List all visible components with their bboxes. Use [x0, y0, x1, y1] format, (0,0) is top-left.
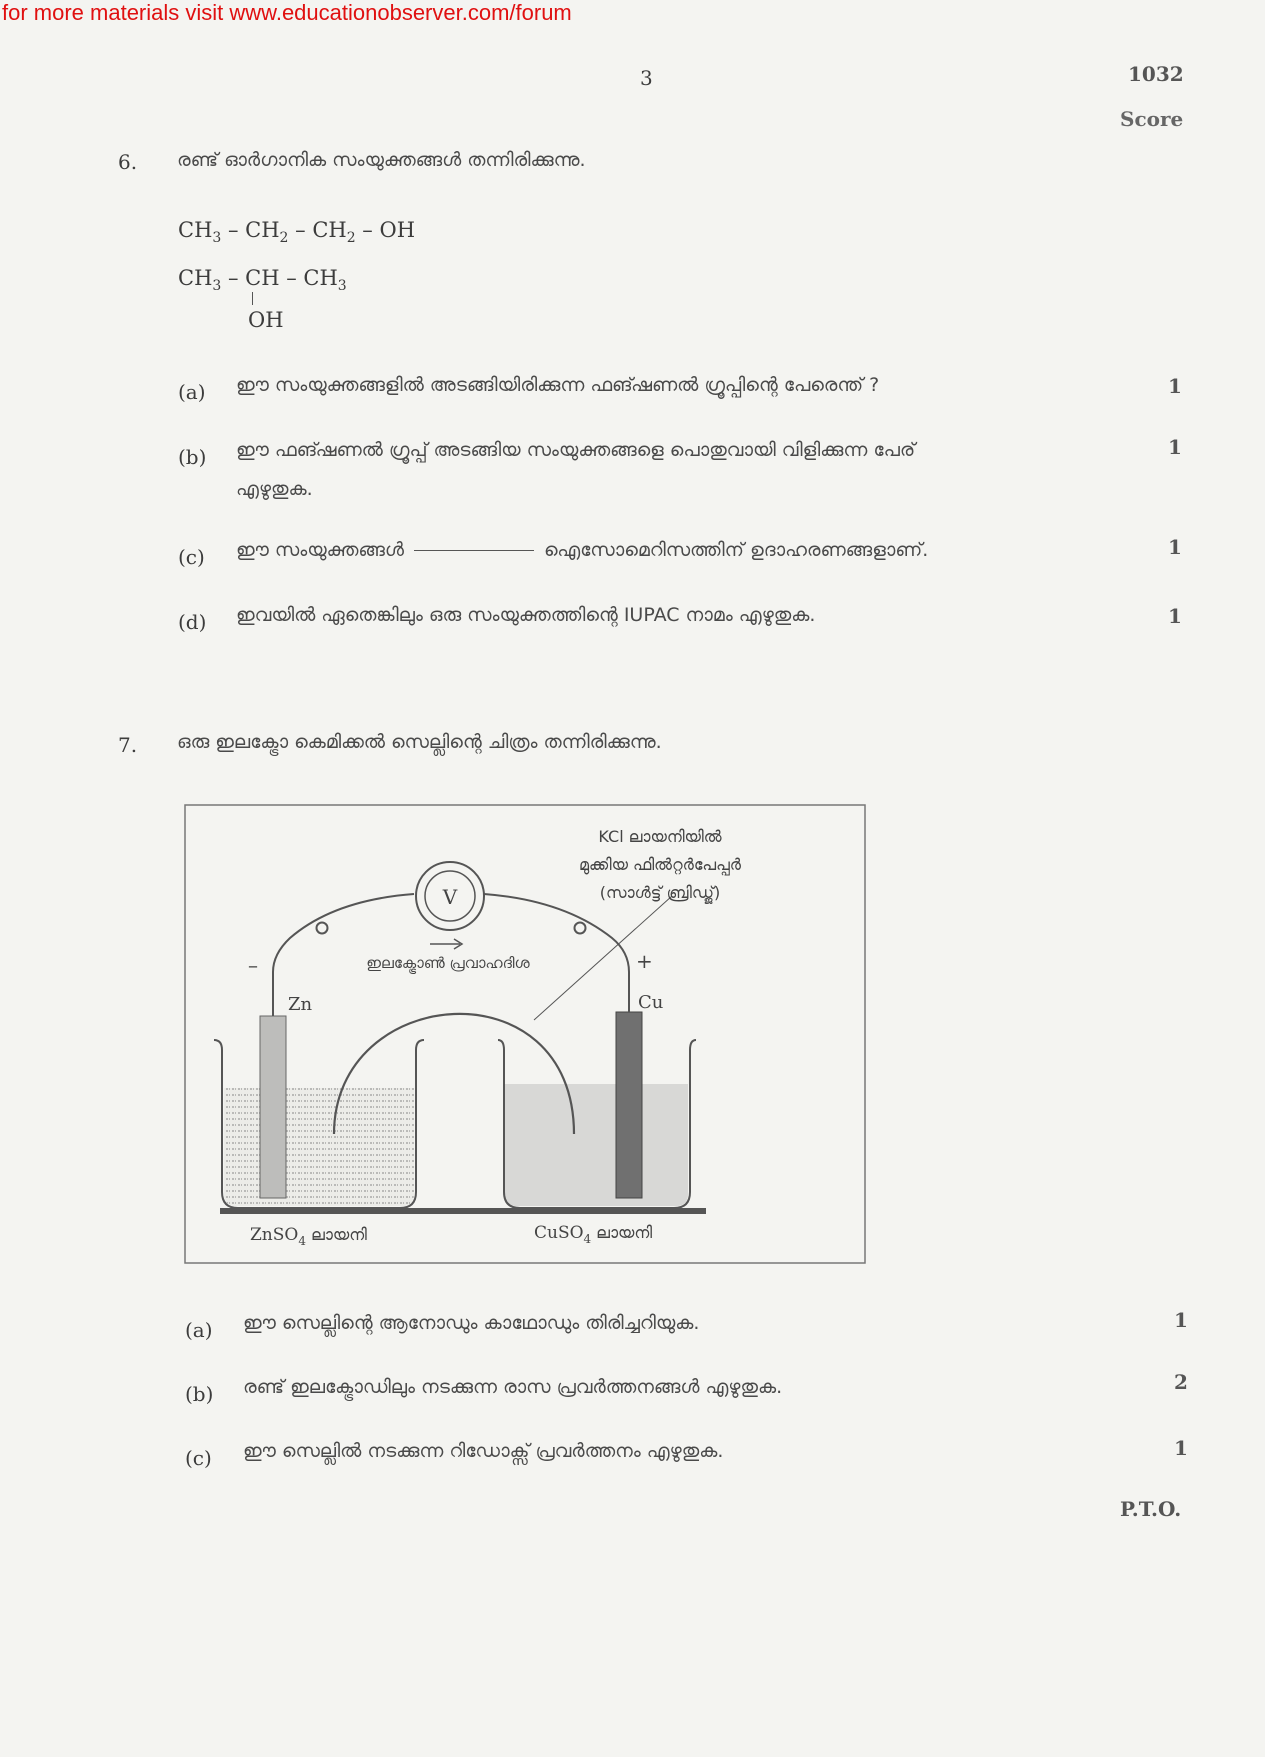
zinc-label: Zn	[288, 994, 313, 1015]
cuso4-lead: CuSO	[534, 1223, 584, 1243]
znso4-tail: ലായനി	[305, 1225, 367, 1244]
salt-bridge-label-line2: മുക്കിയ ഫിൽറ്റർപേപ്പർ	[579, 855, 741, 874]
cuso4-label	[534, 1223, 653, 1246]
q6c-label: (c)	[178, 545, 205, 569]
zinc-electrode	[260, 1016, 286, 1198]
q6c-blank	[414, 550, 534, 551]
compound-1-formula: $CH_3 - CH_2 - CH_2$ – OH	[178, 218, 416, 247]
question-6-number: 6.	[118, 150, 138, 174]
znso4-subscript: 4	[298, 1234, 306, 1248]
znso4-lead: ZnSO	[250, 1225, 299, 1245]
minus-sign: –	[248, 953, 258, 977]
cuso4-solution	[504, 1084, 688, 1206]
q6b-score: 1	[1168, 435, 1182, 459]
q7c-text: ഈ സെല്ലിൽ നടക്കുന്ന റിഡോക്സ് പ്രവർത്തനം എഴുതുക.	[243, 1440, 724, 1462]
q6b-text-line2: എഴുതുക.	[236, 478, 313, 500]
q7c-label: (c)	[185, 1446, 212, 1470]
question-7-number: 7.	[118, 733, 138, 757]
score-column-header: Score	[1120, 107, 1184, 131]
q6d-score: 1	[1168, 604, 1182, 628]
znso4-label	[250, 1225, 367, 1248]
watermark-link-text: for more materials visit www.educationobserver.com/forum	[2, 0, 572, 25]
q6d-label: (d)	[178, 610, 207, 634]
q6c-text-after: ഐസോമെറിസത്തിന് ഉദാഹരണങ്ങളാണ്.	[543, 539, 929, 561]
q6d-text: ഇവയിൽ ഏതെങ്കിലും ഒരു സംയുക്തത്തിന്റെ IUPAC നാമം എഴുതുക.	[236, 604, 816, 626]
question-6-stem: രണ്ട് ഓർഗാനിക സംയുക്തങ്ങൾ തന്നിരിക്കുന്നു.	[177, 149, 586, 171]
q6a-score: 1	[1168, 374, 1182, 398]
base-shelf	[220, 1208, 706, 1214]
paper-code: 1032	[1128, 62, 1184, 86]
q6b-label: (b)	[178, 445, 207, 469]
copper-electrode	[616, 1012, 642, 1198]
copper-label: Cu	[638, 992, 664, 1013]
electron-flow-label: ഇലക്ട്രോൺ പ്രവാഹദിശ	[366, 954, 530, 972]
q7b-score: 2	[1174, 1370, 1188, 1394]
page-number: 3	[640, 66, 653, 90]
cuso4-subscript: 4	[583, 1232, 592, 1246]
q6c-text	[236, 539, 928, 561]
salt-bridge-label-line3: (സാൾട്ട് ബ്രിഡ്ജ്)	[599, 883, 721, 902]
q7a-text: ഈ സെല്ലിന്റെ ആനോഡും കാഥോഡും തിരിച്ചറിയുക.	[243, 1312, 700, 1334]
please-turn-over: P.T.O.	[1120, 1497, 1182, 1521]
question-7-stem: ഒരു ഇലക്ട്രോ കെമിക്കൽ സെല്ലിന്റെ ചിത്രം തന്നിരിക്കുന്നു.	[177, 731, 662, 753]
wire-right	[484, 894, 629, 1012]
q6b-text: ഈ ഫങ്ഷണൽ ഗ്രൂപ്പ് അടങ്ങിയ സംയുക്തങ്ങളെ പൊതുവായി വിളിക്കുന്ന പേര്	[236, 439, 916, 461]
q6c-score: 1	[1168, 535, 1182, 559]
q7a-label: (a)	[185, 1318, 213, 1342]
terminal-left	[317, 923, 328, 934]
znso4-solution	[224, 1088, 414, 1206]
plus-sign: +	[636, 949, 653, 973]
q7c-score: 1	[1174, 1436, 1188, 1460]
terminal-right	[575, 923, 586, 934]
q7b-label: (b)	[185, 1382, 214, 1406]
q6a-text: ഈ സംയുക്തങ്ങളിൽ അടങ്ങിയിരിക്കുന്ന ഫങ്ഷണൽ ഗ്രൂപ്പിന്റെ പേരെന്ത് ?	[236, 374, 880, 396]
voltmeter-label: V	[442, 885, 458, 909]
electrochemical-cell-diagram	[184, 804, 866, 1264]
q7a-score: 1	[1174, 1308, 1188, 1332]
q7b-text: രണ്ട് ഇലക്ട്രോഡിലും നടക്കുന്ന രാസ പ്രവർത്തനങ്ങൾ എഴുതുക.	[243, 1376, 783, 1398]
salt-bridge-label-line1: KCl ലായനിയിൽ	[598, 827, 722, 846]
q6c-text-before: ഈ സംയുക്തങ്ങൾ	[236, 539, 404, 561]
compound-2-oh: OH	[248, 308, 284, 332]
compound-2-formula: $CH_3$ – CH – $CH_3$	[178, 266, 347, 295]
cuso4-tail: ലായനി	[591, 1223, 653, 1242]
q6a-label: (a)	[178, 380, 206, 404]
compound-2-bond	[252, 292, 253, 305]
